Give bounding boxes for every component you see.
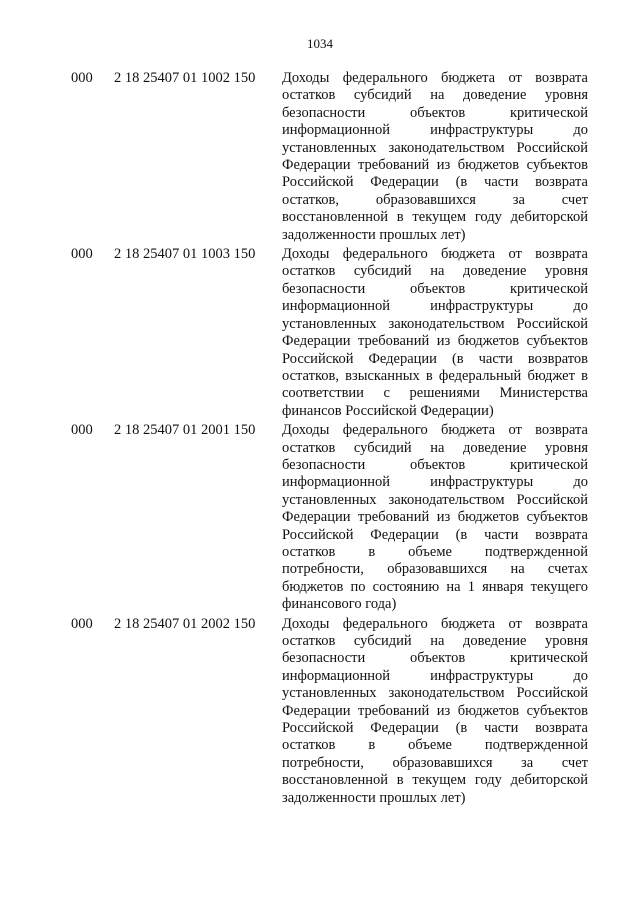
description-line: восстановленной в текущем году дебиторской bbox=[282, 772, 588, 789]
description-line: безопасности объектов критической bbox=[282, 104, 588, 121]
description-line: безопасности объектов критической bbox=[282, 280, 588, 297]
description-line: остатков в объеме подтвержденной bbox=[282, 543, 588, 560]
income-code: 2 18 25407 01 2001 150 bbox=[114, 422, 256, 439]
description-line: Федерации требований из бюджетов субъектов bbox=[282, 509, 588, 526]
admin-code: 000 bbox=[71, 70, 93, 86]
description-line: потребности, образовавшихся за счет bbox=[282, 754, 588, 771]
description-line: бюджетов по состоянию на 1 января текущего bbox=[282, 578, 588, 595]
description-line: остатков в объеме подтвержденной bbox=[282, 737, 588, 754]
description-line: Федерации требований из бюджетов субъектов bbox=[282, 702, 588, 719]
description-line: финансов Российской Федерации) bbox=[282, 402, 494, 419]
description-line: финансового года) bbox=[282, 596, 397, 613]
income-codes-table bbox=[0, 70, 640, 807]
description-line: соответствии с решениями Министерства bbox=[282, 385, 588, 402]
description-line: задолженности прошлых лет) bbox=[282, 226, 466, 243]
description-line: информационной инфраструктуры до bbox=[282, 298, 588, 315]
description-line: Российской Федерации (в части возврата bbox=[282, 720, 588, 737]
description-line: восстановленной в текущем году дебиторской bbox=[282, 209, 588, 226]
description-line: Российской Федерации (в части возврата bbox=[282, 174, 588, 191]
description-line: потребности, образовавшихся на счетах bbox=[282, 561, 588, 578]
description-line: Доходы федерального бюджета от возврата bbox=[282, 615, 588, 632]
income-code: 2 18 25407 01 1002 150 bbox=[114, 70, 256, 86]
admin-code: 000 bbox=[71, 246, 93, 263]
page-number: 1034 bbox=[307, 36, 333, 51]
description-line: информационной инфраструктуры до bbox=[282, 667, 588, 684]
description-line: установленных законодательством Российской bbox=[282, 685, 588, 702]
description-line: Доходы федерального бюджета от возврата bbox=[282, 422, 588, 439]
income-code: 2 18 25407 01 1003 150 bbox=[114, 246, 256, 263]
description-line: остатков, образовавшихся за счет bbox=[282, 191, 588, 208]
income-description bbox=[282, 70, 588, 244]
admin-code: 000 bbox=[71, 615, 93, 632]
description-line: Федерации требований из бюджетов субъектов bbox=[282, 157, 588, 174]
description-line: Российской Федерации (в части возвратов bbox=[282, 350, 588, 367]
description-line: Федерации требований из бюджетов субъектов bbox=[282, 333, 588, 350]
description-line: остатков субсидий на доведение уровня bbox=[282, 439, 588, 456]
income-description bbox=[282, 422, 588, 613]
description-line: Доходы федерального бюджета от возврата bbox=[282, 246, 588, 263]
description-line: остатков субсидий на доведение уровня bbox=[282, 263, 588, 280]
description-line: установленных законодательством Российской bbox=[282, 315, 588, 332]
income-code: 2 18 25407 01 2002 150 bbox=[114, 615, 256, 632]
description-line: остатков субсидий на доведение уровня bbox=[282, 633, 588, 649]
table-row bbox=[0, 246, 640, 420]
table-row bbox=[0, 422, 640, 613]
table-row bbox=[0, 616, 640, 807]
description-line: установленных законодательством Российской bbox=[282, 491, 588, 508]
description-line: остатков субсидий на доведение уровня bbox=[282, 87, 588, 104]
income-description bbox=[282, 246, 588, 420]
description-line: Российской Федерации (в части возврата bbox=[282, 526, 588, 543]
admin-code: 000 bbox=[71, 422, 93, 439]
table-row bbox=[0, 70, 640, 244]
description-line: безопасности объектов критической bbox=[282, 456, 588, 473]
description-line: Доходы федерального бюджета от возврата bbox=[282, 70, 588, 86]
description-line: безопасности объектов критической bbox=[282, 650, 588, 667]
description-line: задолженности прошлых лет) bbox=[282, 789, 466, 806]
income-description bbox=[282, 616, 588, 807]
description-line: информационной инфраструктуры до bbox=[282, 474, 588, 491]
description-line: остатков, взысканных в федеральный бюджет в bbox=[282, 367, 588, 384]
description-line: установленных законодательством Российской bbox=[282, 139, 588, 156]
description-line: информационной инфраструктуры до bbox=[282, 122, 588, 139]
